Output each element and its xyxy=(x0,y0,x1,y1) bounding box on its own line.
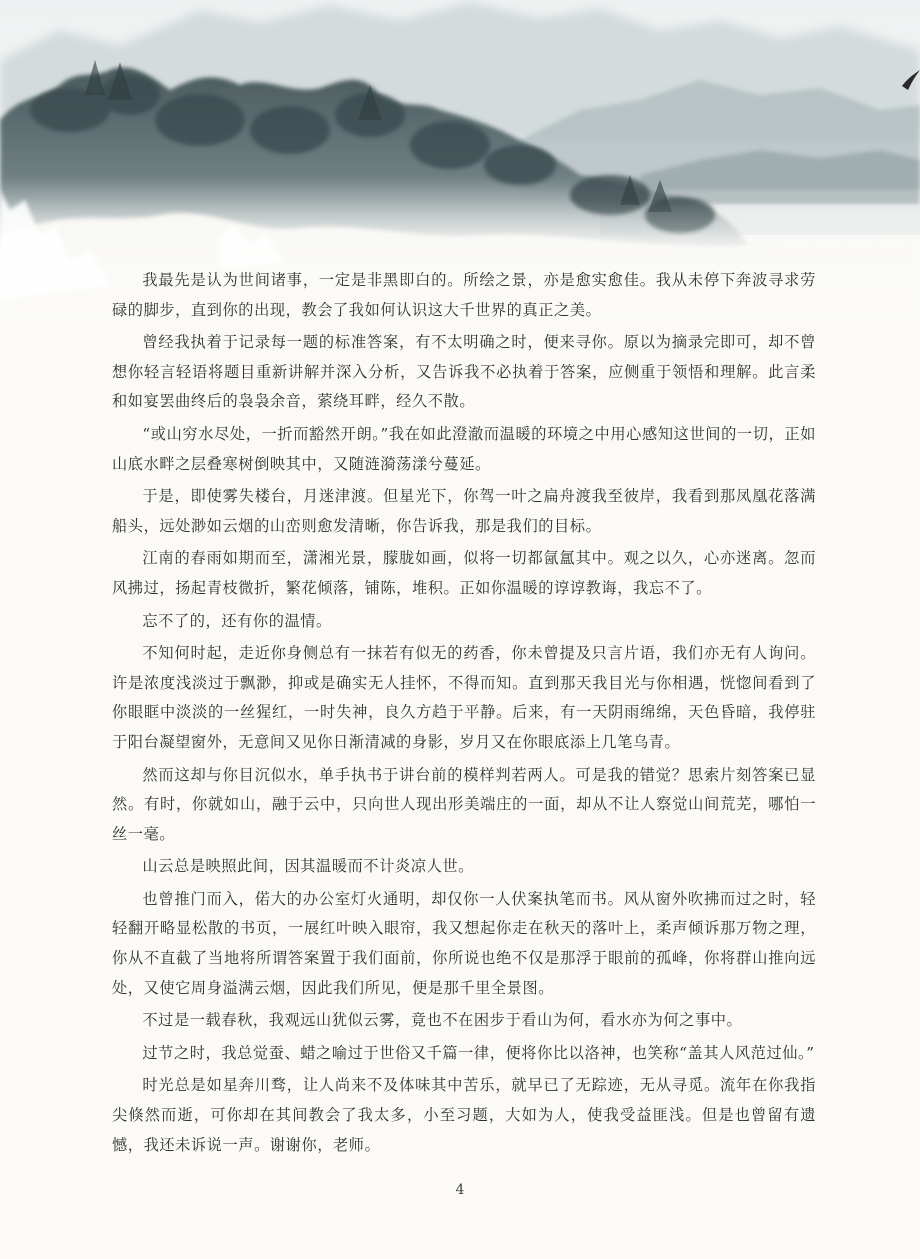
paragraph: 时光总是如星奔川骛，让人尚来不及体味其中苦乐，就早已了无踪迹，无从寻觅。流年在你我指尖倏然而逝，可你却在其间教会了我太多，小至习题，大如为人，使我受益匪浅。但是也曾留有遗憾，我还未诉说一声。谢谢你，老师。 xyxy=(112,1076,816,1154)
page-number: 4 xyxy=(455,1182,465,1198)
paragraph: 过节之时，我总觉蚕、蜡之喻过于世俗又千篇一律，便将你比以洛神，也笑称“盖其人风范过仙。” xyxy=(142,1043,815,1062)
paragraph: 山云总是映照此间，因其温暖而不计炎凉人世。 xyxy=(142,857,474,876)
paragraph: 江南的春雨如期而至，潇湘光景，朦胧如画，似将一切都氤氲其中。观之以久，心亦迷离。忽而风拂过，扬起青枝微折，繁花倾落，铺陈，堆积。正如你温暖的谆谆教诲，我忘不了。 xyxy=(112,549,816,597)
paragraph: 不知何时起，走近你身侧总有一抹若有似无的药香，你未曾提及只言片语，我们亦无有人询问。许是浓度浅淡过于飘渺，抑或是确实无人挂怀，不得而知。直到那天我目光与你相遇，恍惚间看到了你眼眶中淡淡的一丝猩红，一时失神，良久方趋于平静。后来，有一天阴雨绵绵，天色昏暗，我停驻于阳台凝望窗外，无意间又见你日渐清减的身影，岁月又在你眼底添上几笔乌青。 xyxy=(112,644,816,751)
paragraph: 忘不了的，还有你的温情。 xyxy=(142,611,332,630)
paragraph: 我最先是认为世间诸事，一定是非黑即白的。所绘之景，亦是愈实愈佳。我从未停下奔波寻求劳碌的脚步，直到你的出现，教会了我如何认识这大千世界的真正之美。 xyxy=(112,271,816,319)
paragraph: 也曾推门而入，偌大的办公室灯火通明，却仅你一人伏案执笔而书。风从窗外吹拂而过之时，轻轻翻开略显松散的书页，一展红叶映入眼帘，我又想起你走在秋天的落叶上，柔声倾诉那万物之理，你从不直截了当地将所谓答案置于我们面前，你所说也绝不仅是那浮于眼前的孤峰，你将群山推向远处，又使它周身溢满云烟，因此我们所见，便是那千里全景图。 xyxy=(112,889,816,997)
paragraph: 然而这却与你目沉似水，单手执书于讲台前的模样判若两人。可是我的错觉？思索片刻答案已显然。有时，你就如山，融于云中，只向世人现出形美端庄的一面，却从不让人察觉山间荒芜，哪怕一丝一毫。 xyxy=(112,765,816,843)
paragraph: 不过是一载春秋，我观远山犹似云雾，竟也不在困步于看山为何，看水亦为何之事中。 xyxy=(142,1011,743,1030)
paragraph: 曾经我执着于记录每一题的标准答案，有不太明确之时，便来寻你。原以为摘录完即可，却不曾想你轻言轻语将题目重新讲解并深入分析，又告诉我不必执着于答案，应侧重于领悟和理解。此言柔和如宴罢曲终后的袅袅余音，萦绕耳畔，经久不散。 xyxy=(112,333,816,411)
paragraph: 于是，即使雾失楼台，月迷津渡。但星光下，你驾一叶之扁舟渡我至彼岸，我看到那凤凰花落满船头，远处渺如云烟的山峦则愈发清晰，你告诉我，那是我们的目标。 xyxy=(112,487,816,535)
paragraph: “或山穷水尽处，一折而豁然开朗。”我在如此澄澈而温暖的环境之中用心感知这世间的一切，正如山底水畔之层叠寒树倒映其中，又随涟漪荡漾兮蔓延。 xyxy=(112,424,816,473)
essay-body xyxy=(112,266,816,1163)
